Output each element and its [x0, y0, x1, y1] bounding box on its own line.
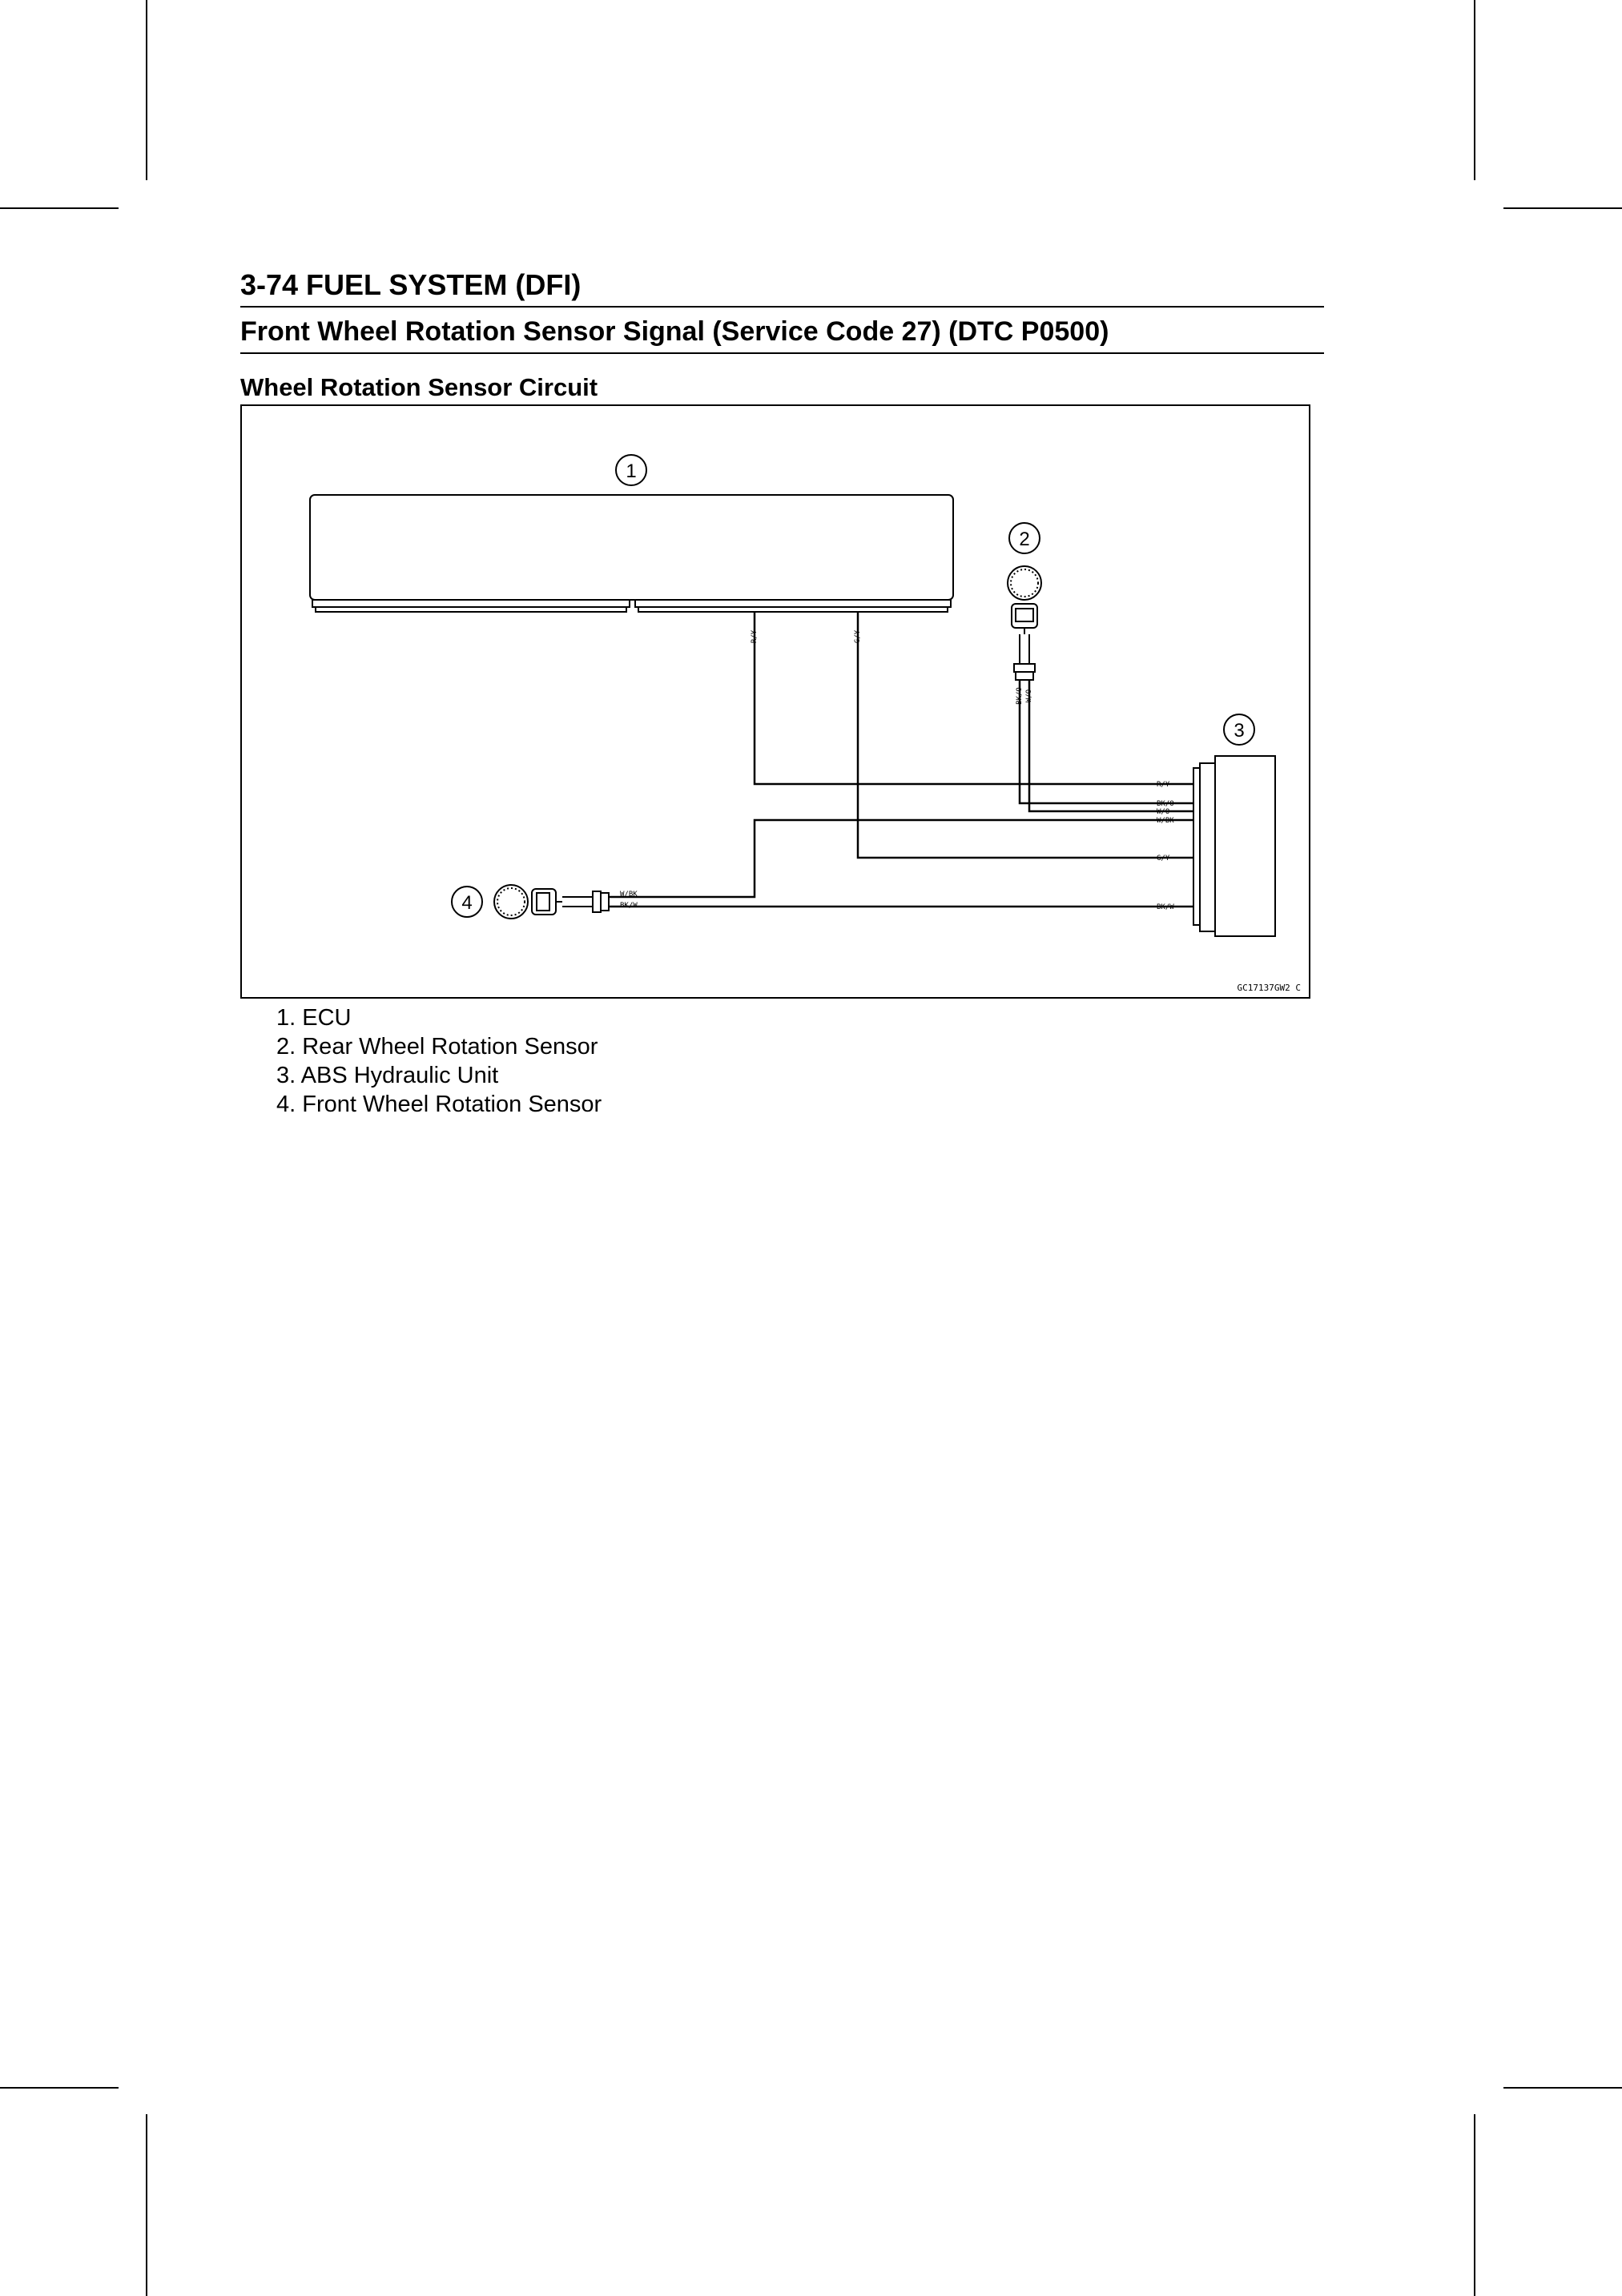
label-rear-bko: BK/O	[1016, 687, 1024, 705]
legend-item: 2. Rear Wheel Rotation Sensor	[276, 1034, 598, 1060]
label-ecu-gy: G/Y	[854, 629, 862, 644]
callout-rear-sensor: 2	[1019, 529, 1030, 550]
label-front-wbk: W/BK	[620, 891, 638, 899]
crop-mark	[146, 2114, 147, 2296]
front-sensor-rotor	[494, 885, 528, 919]
label-abs-wo: W/O	[1157, 808, 1170, 816]
rear-sensor-connector-b	[1016, 672, 1033, 680]
crop-mark	[0, 207, 119, 209]
circuit-diagram-frame	[240, 404, 1310, 999]
legend-item: 3. ABS Hydraulic Unit	[276, 1063, 499, 1088]
abs-unit-body	[1215, 756, 1275, 936]
label-abs-gy: G/Y	[1157, 854, 1170, 863]
rear-sensor-rotor	[1008, 566, 1041, 600]
circuit-diagram	[242, 406, 1312, 1000]
figure-title: Wheel Rotation Sensor Circuit	[240, 373, 598, 401]
label-abs-wbk: W/BK	[1157, 817, 1174, 825]
front-sensor-body-inner	[537, 893, 549, 911]
label-abs-bkw: BK/W	[1157, 903, 1174, 911]
legend-item: 4. Front Wheel Rotation Sensor	[276, 1092, 602, 1117]
figure-legend	[276, 1003, 602, 1119]
rear-sensor-rotor-teeth	[1011, 569, 1038, 597]
section-title: Front Wheel Rotation Sensor Signal (Service Code 27) (DTC P0500)	[240, 316, 1109, 347]
label-abs-ry: R/Y	[1157, 781, 1170, 789]
label-ecu-ry: R/Y	[751, 629, 759, 644]
wire-w-o	[1029, 680, 1193, 811]
wire-r-y	[755, 612, 1193, 784]
callout-abs-unit: 3	[1234, 720, 1245, 742]
page-header	[240, 264, 1324, 354]
ecu-connector-right-lip	[638, 607, 948, 612]
rear-sensor-body-inner	[1016, 609, 1033, 621]
label-front-bkw: BK/W	[620, 902, 638, 910]
abs-connector-outer	[1200, 763, 1215, 931]
figure-code: GC17137GW2 C	[1237, 983, 1301, 993]
ecu-box	[310, 495, 953, 600]
crop-mark	[1474, 0, 1475, 180]
front-sensor-connector-b	[601, 893, 609, 911]
crop-mark	[0, 2087, 119, 2089]
legend-item: 1. ECU	[276, 1005, 352, 1031]
front-sensor-rotor-teeth	[497, 888, 525, 915]
crop-mark	[1503, 2087, 1622, 2089]
crop-mark	[146, 0, 147, 180]
crop-mark	[1503, 207, 1622, 209]
ecu-connector-left-lip	[316, 607, 626, 612]
rear-sensor-connector	[1014, 664, 1035, 672]
front-sensor-connector	[593, 891, 601, 912]
ecu-connector-left	[312, 600, 630, 607]
label-abs-bko: BK/O	[1157, 800, 1174, 808]
crop-mark	[1474, 2114, 1475, 2296]
abs-connector-inner	[1193, 768, 1200, 925]
label-rear-wo: W/O	[1025, 689, 1033, 703]
ecu-connector-right	[635, 600, 951, 607]
callout-front-sensor: 4	[461, 892, 473, 914]
section-rule	[240, 352, 1324, 354]
page-title: 3-74 FUEL SYSTEM (DFI)	[240, 268, 582, 301]
callout-ecu: 1	[626, 460, 637, 482]
header-rule	[240, 306, 1324, 308]
